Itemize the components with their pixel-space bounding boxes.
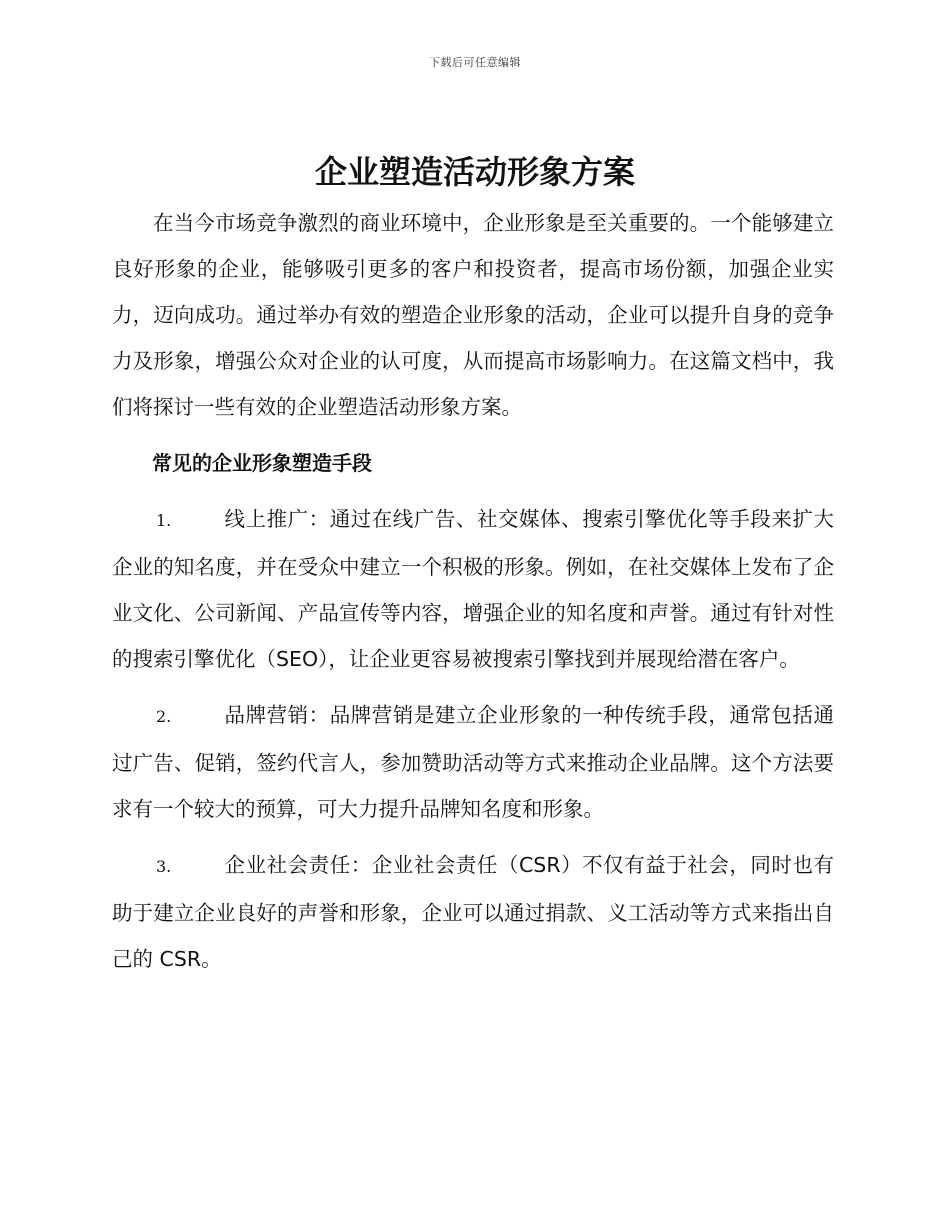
list-item <box>112 496 834 682</box>
document-title: 企业塑造活动形象方案 <box>314 153 635 191</box>
list-item-text: 线上推广：通过在线广告、社交媒体、搜索引擎优化等手段来扩大企业的知名度，并在受众中建立一个积极的形象。例如，在社交媒体上发布了企业文化、公司新闻、产品宣传等内容，增强企业的知名度和声誉。通过有针对性的搜索引擎优化（SEO），让企业更容易被搜索引擎找到并展现给潜在客户。 <box>112 507 834 671</box>
list-item-text: 品牌营销：品牌营销是建立企业形象的一种传统手段，通常包括通过广告、促销，签约代言人，参加赞助活动等方式来推动企业品牌。这个方法要求有一个较大的预算，可大力提升品牌知名度和形象。 <box>112 703 834 821</box>
intro-paragraph: 在当今市场竞争激烈的商业环境中，企业形象是至关重要的。一个能够建立良好形象的企业，能够吸引更多的客户和投资者，提高市场份额，加强企业实力，迈向成功。通过举办有效的塑造企业形象的活动，企业可以提升自身的竞争力及形象，增强公众对企业的认可度，从而提高市场影响力。在这篇文档中，我们将探讨一些有效的企业塑造活动形象方案。 <box>112 211 834 419</box>
document-body <box>112 200 834 982</box>
header-note: 下载后可任意编辑 <box>429 56 521 69</box>
section-heading: 常见的企业形象塑造手段 <box>152 451 372 475</box>
list-item-number: 1. <box>156 511 172 530</box>
list-item-number: 2. <box>156 707 172 726</box>
list-item <box>112 692 834 832</box>
list-item-number: 3. <box>156 857 172 876</box>
list-item-text: 企业社会责任：企业社会责任（CSR）不仅有益于社会，同时也有助于建立企业良好的声誉和形象，企业可以通过捐款、义工活动等方式来指出自己的 CSR。 <box>112 853 834 971</box>
list-item <box>112 842 834 982</box>
